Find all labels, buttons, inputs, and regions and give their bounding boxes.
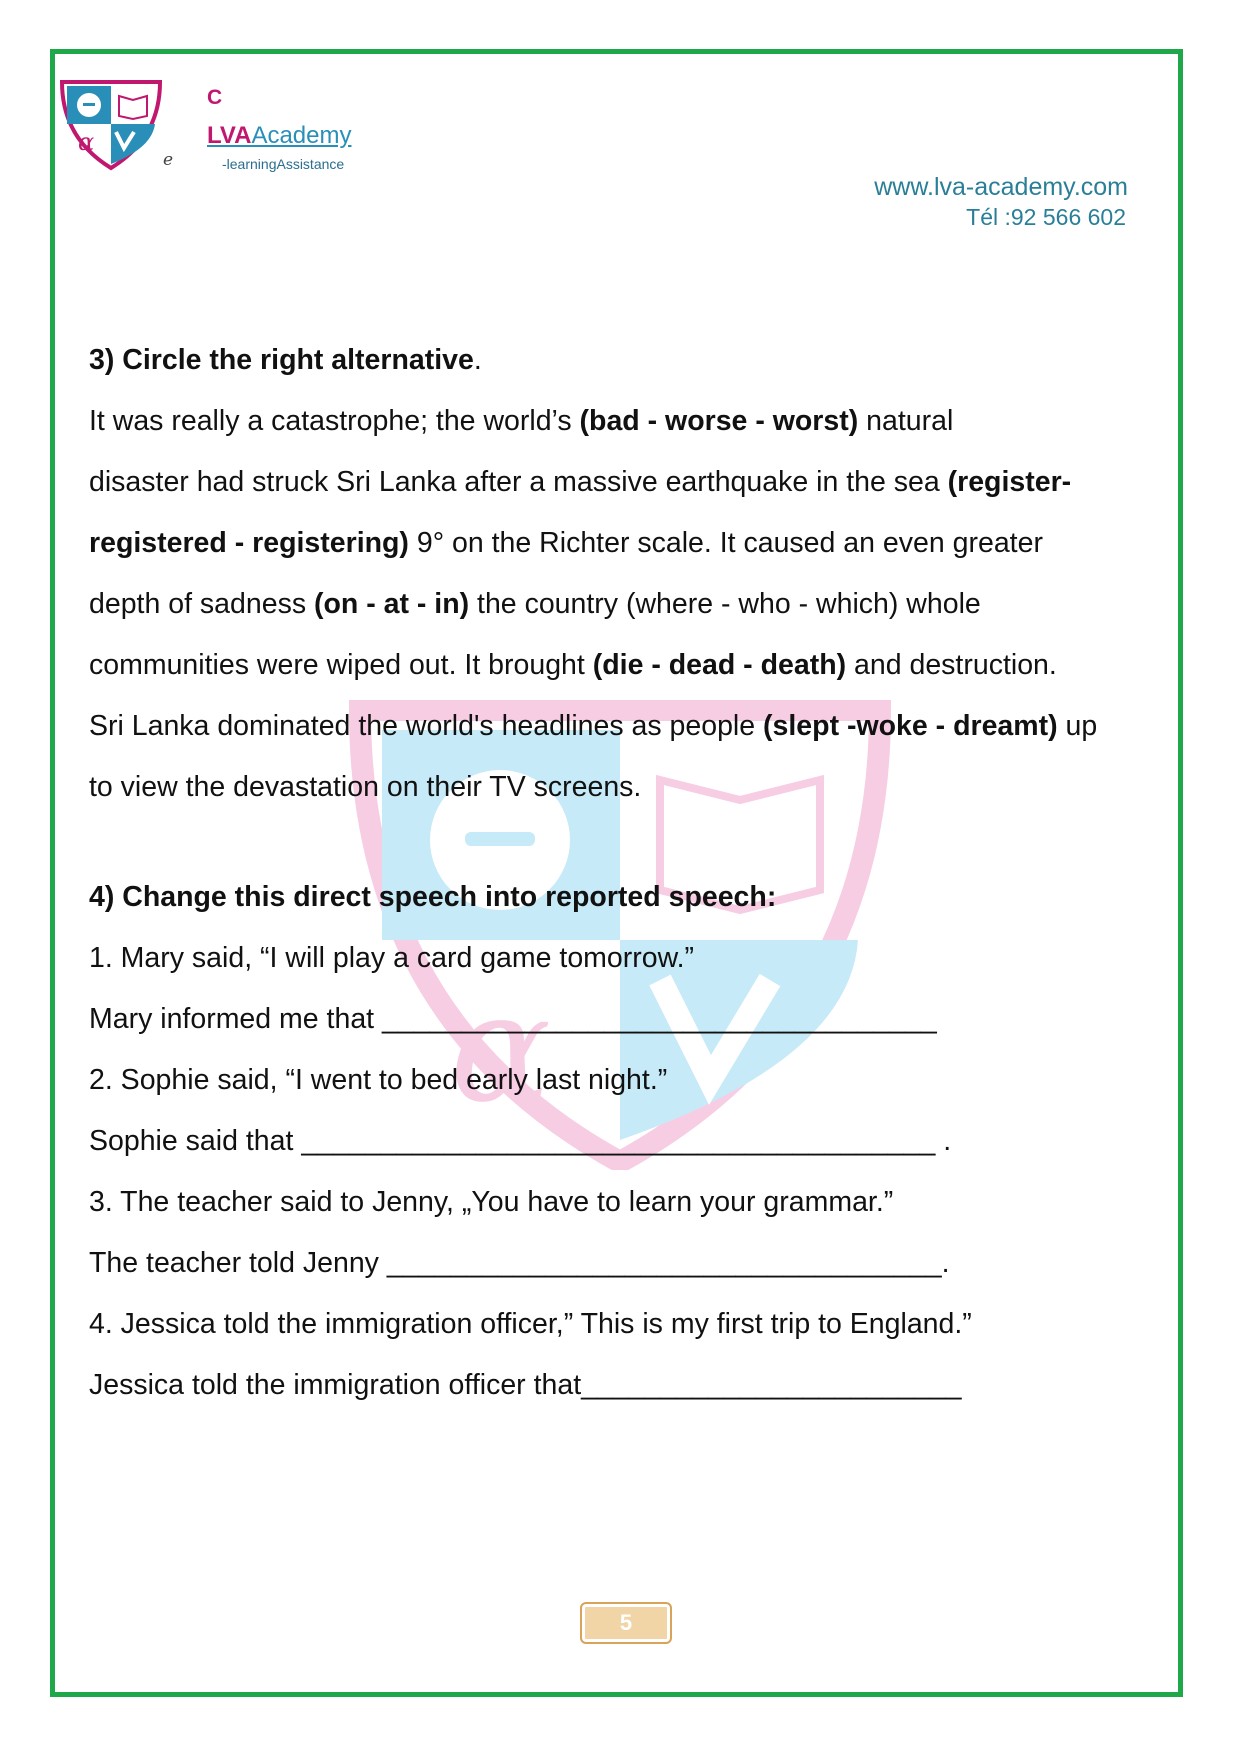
brand-tagline: -learningAssistance bbox=[222, 156, 345, 172]
passage-line-3 bbox=[89, 513, 1179, 574]
passage-text: natural bbox=[858, 405, 954, 437]
choice-die-dead-death[interactable]: (die - dead - death) bbox=[592, 649, 847, 681]
telephone: Tél :92 566 602 bbox=[966, 204, 1126, 230]
exercise-prompt-2: 2. Sophie said, “I went to bed early last night.” bbox=[89, 1064, 668, 1096]
exercise-prompt-3: 3. The teacher said to Jenny, „You have to learn your grammar.” bbox=[89, 1186, 894, 1218]
choice-register[interactable]: (register- bbox=[947, 466, 1072, 498]
passage-text: the country (where - who - which) whole bbox=[469, 588, 981, 620]
exercise-answer-4[interactable]: Jessica told the immigration officer that________________________ bbox=[89, 1369, 962, 1401]
svg-text:α: α bbox=[450, 962, 552, 1136]
brand-letter: C bbox=[207, 86, 223, 109]
passage-text: depth of sadness bbox=[89, 588, 314, 620]
passage-line-7: to view the devastation on their TV screens. bbox=[89, 771, 642, 803]
e-mark: e bbox=[163, 150, 174, 170]
passage-line-1 bbox=[89, 391, 1179, 452]
lva-academy-logo bbox=[56, 78, 166, 172]
brand-prefix: LVA bbox=[207, 122, 252, 149]
passage-text: Sri Lanka dominated the world's headlines as people bbox=[89, 710, 764, 742]
exercise-answer-3[interactable]: The teacher told Jenny ___________________________________. bbox=[89, 1247, 950, 1279]
svg-text:α: α bbox=[78, 128, 95, 156]
choice-register-continued[interactable]: registered - registering) bbox=[89, 527, 409, 559]
exercise-prompt-4: 4. Jessica told the immigration officer,” This is my first trip to England.” bbox=[89, 1308, 972, 1340]
passage-line-2 bbox=[89, 452, 1179, 513]
exercise-answer-1[interactable]: Mary informed me that ___________________________________ bbox=[89, 1003, 937, 1035]
exercise-prompt-1: 1. Mary said, “I will play a card game tomorrow.” bbox=[89, 942, 695, 974]
brand-suffix: Academy bbox=[251, 122, 352, 149]
passage-line-5 bbox=[89, 635, 1179, 696]
choice-slept-woke-dreamt[interactable]: (slept -woke - dreamt) bbox=[763, 710, 1058, 742]
passage-text: and destruction. bbox=[846, 649, 1057, 681]
section3-title: 3) Circle the right alternative bbox=[89, 344, 474, 376]
passage-text: It was really a catastrophe; the world’s bbox=[89, 405, 580, 437]
page-number-badge: 5 bbox=[580, 1602, 672, 1644]
passage-text: disaster had struck Sri Lanka after a massive earthquake in the sea bbox=[89, 466, 948, 498]
worksheet-content bbox=[89, 330, 1179, 1416]
website-link[interactable]: www.lva-academy.com bbox=[874, 173, 1128, 201]
section4-title: 4) Change this direct speech into reported speech: bbox=[89, 881, 777, 913]
choice-bad-worse-worst[interactable]: (bad - worse - worst) bbox=[579, 405, 859, 437]
section-spacer bbox=[89, 818, 1179, 867]
passage-line-6 bbox=[89, 696, 1179, 757]
passage-text: up bbox=[1057, 710, 1098, 742]
passage-text: 9° on the Richter scale. It caused an even greater bbox=[408, 527, 1043, 559]
section3-heading bbox=[89, 330, 1179, 391]
passage-line-4 bbox=[89, 574, 1179, 635]
section3-title-suffix: . bbox=[473, 344, 482, 376]
passage-text: communities were wiped out. It brought bbox=[89, 649, 593, 681]
choice-on-at-in[interactable]: (on - at - in) bbox=[314, 588, 470, 620]
brand-name[interactable] bbox=[207, 122, 351, 150]
exercise-answer-2[interactable]: Sophie said that ________________________________________ . bbox=[89, 1125, 952, 1157]
